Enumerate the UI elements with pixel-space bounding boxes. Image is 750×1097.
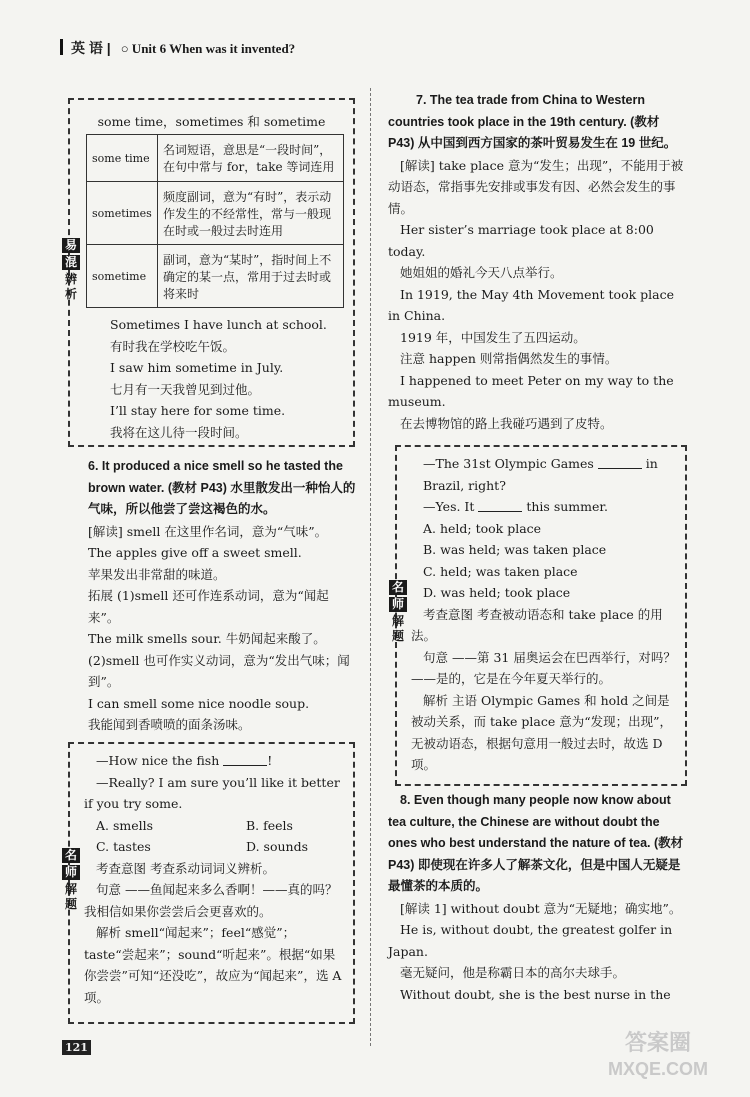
quiz2-question-end: in Brazil, right? — [423, 456, 658, 493]
example-line: Sometimes I have lunch at school. — [110, 317, 327, 332]
tag-char: 混 — [62, 255, 80, 270]
quiz1-explain: 解析 smell“闻起来”；feel“感觉”；taste“尝起来”；sound“听起来”。根据“如果你尝尝”可知“还没吃”，故应为“闻起来”，选 A 项。 — [84, 925, 342, 1005]
item-6-line: 我能闻到香喷喷的面条汤味。 — [88, 717, 251, 732]
quiz1-question-end: ! — [267, 753, 273, 768]
item-7-line: I happened to meet Peter on my way to the museum. — [388, 372, 674, 409]
watermark — [578, 1030, 738, 1090]
quiz2-option: C. held; was taken place — [423, 563, 578, 579]
item-6 — [88, 456, 358, 736]
quiz-box-2 — [395, 445, 687, 786]
item-6-title: 6. It produced a nice smell so he tasted the brown water. (教材 P43) 水里散发出一种怡人的气味，所以他尝了尝这褐色的水。 — [88, 459, 356, 516]
tag-char: 师 — [62, 865, 80, 880]
unit-title: ○ Unit 6 When was it invented? — [120, 41, 296, 56]
quiz1-option: A. smells — [96, 817, 154, 833]
examples-block — [110, 314, 353, 443]
item-8-line: Without doubt, she is the best nurse in the — [400, 986, 671, 1002]
header-bar — [60, 39, 63, 55]
tag-char: 辨 — [64, 272, 77, 286]
row-desc: 名词短语，意思是“一段时间”，在句中常与 for，take 等词连用 — [158, 135, 344, 182]
tag-char: 题 — [391, 629, 404, 643]
item-7-line: 注意 happen 则常指偶然发生的事情。 — [400, 351, 618, 366]
tag-char: 易 — [62, 238, 80, 253]
item-7-line: 在去博物馆的路上我碰巧遇到了皮特。 — [400, 415, 613, 431]
quiz-box-1 — [68, 742, 355, 1024]
subject-label: 英 语 — [71, 40, 103, 56]
tag-char: 名 — [389, 580, 407, 595]
tag-char: 解 — [64, 882, 77, 896]
watermark-text: 答案圈 — [624, 1030, 691, 1055]
side-tag-teacher-2 — [389, 580, 407, 644]
quiz1-option: B. feels — [246, 817, 293, 833]
item-8-line: He is, without doubt, the greatest golfer in Japan. — [388, 922, 673, 959]
quiz2-option: A. held; took place — [423, 520, 542, 536]
table-row — [87, 245, 344, 308]
item-6-line: I can smell some nice noodle soup. — [88, 695, 310, 711]
quiz2-question: —The 31st Olympic Games — [423, 456, 594, 471]
example-line: 我将在这儿待一段时间。 — [110, 424, 248, 440]
page-header: 英 语 | ○ Unit 6 When was it invented? — [60, 38, 295, 58]
table-row — [87, 182, 344, 245]
quiz1-question: —How nice the fish — [96, 753, 220, 768]
example-line: I’ll stay here for some time. — [110, 403, 286, 418]
item-7 — [388, 90, 688, 434]
quiz2-reply-end: this summer. — [526, 499, 608, 514]
quiz2-explain: 解析 主语 Olympic Games 和 hold 之间是被动关系，而 take place 意为“发现；出现”，无被动语态，根据句意用一般过去时，故选 D 项。 — [411, 692, 672, 772]
quiz2-explain: 句意 ——第 31 届奥运会在巴西举行，对吗？——是的，它是在今年夏天举行的。 — [411, 649, 676, 686]
side-tag-confusion — [62, 238, 80, 302]
example-line: 有时我在学校吃午饭。 — [110, 338, 236, 354]
comparison-table — [86, 134, 344, 308]
quiz2-explain: 考查意图 考查被动语态和 take place 的用法。 — [411, 606, 663, 643]
row-desc: 频度副词，意为“有时”，表示动作发生的不经常性，常与一般现在时或一般过去时连用 — [158, 182, 344, 245]
table-row — [87, 135, 344, 182]
tag-char: 师 — [389, 597, 407, 612]
column-divider — [370, 88, 371, 1046]
tag-char: 名 — [62, 848, 80, 863]
quiz1-explain: 句意 ——鱼闻起来多么香啊！——真的吗？我相信如果你尝尝后会更喜欢的。 — [84, 882, 338, 919]
item-6-line: 拓展 (1)smell 还可作连系动词，意为“闻起来”。 — [88, 588, 329, 625]
item-8-line: [解读 1] without doubt 意为“无疑地；确实地”。 — [400, 900, 682, 916]
item-6-line: The milk smells sour. 牛奶闻起来酸了。 — [88, 631, 326, 646]
item-7-line: 1919 年，中国发生了五四运动。 — [400, 329, 586, 345]
row-key: sometimes — [87, 182, 158, 245]
quiz1-explain: 考查意图 考查系动词词义辨析。 — [96, 860, 275, 876]
item-6-line: The apples give off a sweet smell. — [88, 545, 302, 560]
quiz1-option: C. tastes — [96, 839, 151, 854]
answer-blank — [598, 456, 642, 469]
watermark-url: MXQE.COM — [607, 1059, 708, 1079]
item-8-line: 毫无疑问，他是称霸日本的高尔夫球手。 — [400, 965, 626, 980]
item-7-line: 她姐姐的婚礼今天八点举行。 — [400, 265, 563, 280]
quiz1-option: D. sounds — [246, 839, 308, 854]
row-key: sometime — [87, 245, 158, 308]
comparison-box — [68, 98, 355, 447]
quiz2-reply: —Yes. It — [423, 499, 475, 514]
example-line: I saw him sometime in July. — [110, 360, 284, 375]
page-number: 121 — [62, 1040, 91, 1055]
answer-blank — [478, 499, 522, 512]
answer-blank — [223, 753, 267, 766]
item-6-line: 苹果发出非常甜的味道。 — [88, 566, 226, 582]
quiz2-option: B. was held; was taken place — [423, 542, 607, 557]
table-title: some time，sometimes 和 sometime — [97, 114, 326, 129]
tag-char: 解 — [391, 614, 404, 628]
item-7-line: In 1919, the May 4th Movement took place in China. — [388, 286, 675, 323]
item-7-line: Her sister’s marriage took place at 8:00 today. — [388, 222, 654, 259]
item-6-line: (2)smell 也可作实义动词，意为“发出气味；闻到”。 — [88, 652, 350, 689]
item-8-title: 8. Even though many people now know about tea culture, the Chinese are without doubt the ones who best understand the nature of tea. (教材 P43) 即使现在许多人了解茶文化，但是中国人无疑是最懂茶的本质的。 — [388, 793, 684, 893]
item-8 — [388, 790, 688, 1005]
tag-char: 题 — [64, 897, 77, 911]
item-6-line: [解读] smell 在这里作名词，意为“气味”。 — [88, 523, 328, 539]
item-7-title: 7. The tea trade from China to Western countries took place in the 19th century. (教材 P43) 从中国到西方国家的茶叶贸易发生在 19 世纪。 — [388, 93, 677, 150]
item-7-line: [解读] take place 意为“发生；出现”，不能用于被动语态，常指事先安排或事发有因、必然会发生的事情。 — [388, 157, 684, 216]
side-tag-teacher-1 — [62, 848, 80, 912]
quiz1-reply: —Really? I am sure you’ll like it better if you try some. — [84, 774, 340, 811]
example-line: 七月有一天我曾见到过他。 — [110, 381, 261, 397]
row-desc: 副词，意为“某时”，指时间上不确定的某一点，常用于过去时或将来时 — [158, 245, 344, 308]
row-key: some time — [87, 135, 158, 182]
quiz2-option: D. was held; took place — [423, 585, 571, 600]
tag-char: 析 — [64, 287, 77, 301]
